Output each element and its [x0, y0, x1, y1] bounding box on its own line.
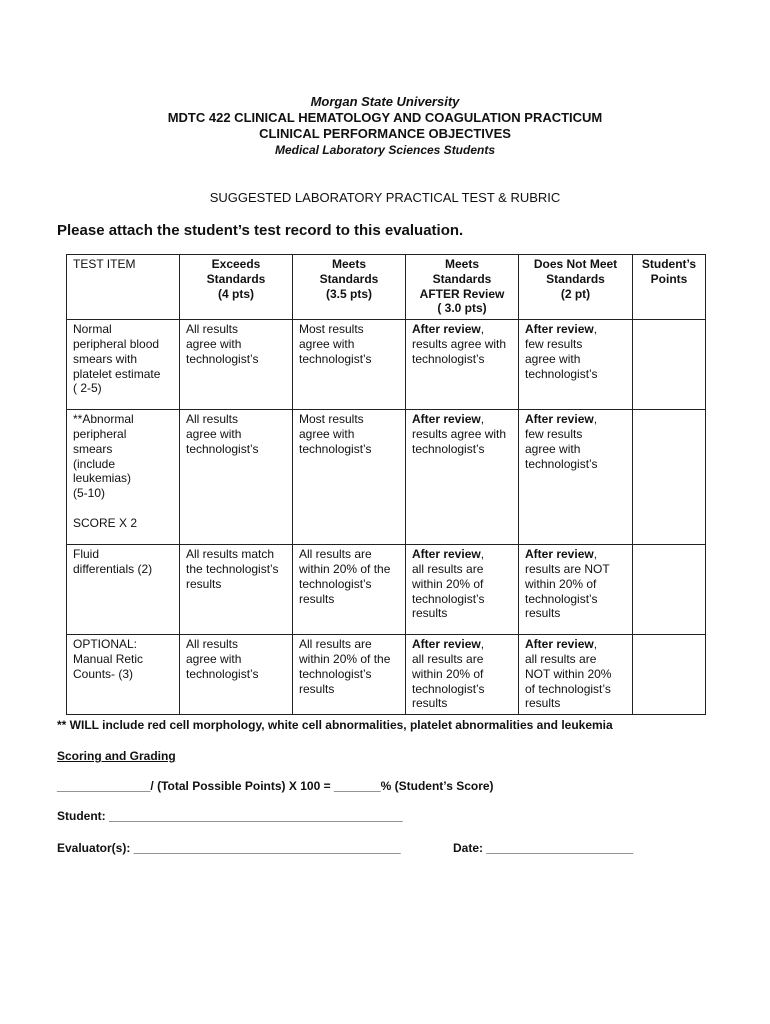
course-title: MDTC 422 CLINICAL HEMATOLOGY AND COAGULATION PRACTICUM: [167, 110, 603, 125]
test-item-cell: Fluid differentials (2): [67, 545, 180, 635]
student-signature-line[interactable]: Student: ____________________________________________: [57, 809, 403, 823]
footnote: ** WILL include red cell morphology, white cell abnormalities, platelet abnormalities and leukemia: [57, 718, 613, 732]
points-cell[interactable]: [633, 410, 706, 545]
university-name: Morgan State University: [310, 94, 460, 109]
meets-cell: All results are within 20% of the technologist’s results: [293, 635, 406, 715]
exceeds-cell: All results agree with technologist’s: [180, 635, 293, 715]
does-not-meet-cell: After review, few results agree with technologist’s: [519, 410, 633, 545]
col-header-does-not-meet: Does Not Meet Standards (2 pt): [519, 255, 633, 320]
exceeds-cell: All results match the technologist’s results: [180, 545, 293, 635]
does-not-meet-cell: After review, few results agree with technologist’s: [519, 320, 633, 410]
table-row: [67, 545, 706, 635]
table-row: [67, 635, 706, 715]
after-review-cell: After review, results agree with technologist’s: [406, 410, 519, 545]
rubric-heading: SUGGESTED LABORATORY PRACTICAL TEST & RUBRIC: [209, 190, 561, 205]
table-row: [67, 410, 706, 545]
points-cell[interactable]: [633, 545, 706, 635]
col-header-exceeds: Exceeds Standards (4 pts): [180, 255, 293, 320]
students-subtitle: Medical Laboratory Sciences Students: [274, 143, 496, 157]
after-review-cell: After review, results agree with technologist’s: [406, 320, 519, 410]
meets-cell: All results are within 20% of the technologist’s results: [293, 545, 406, 635]
does-not-meet-cell: After review, results are NOT within 20% of technologist’s results: [519, 545, 633, 635]
meets-cell: Most results agree with technologist’s: [293, 410, 406, 545]
col-header-students-points: Student’s Points: [633, 255, 706, 320]
objectives-title: CLINICAL PERFORMANCE OBJECTIVES: [259, 126, 511, 141]
exceeds-cell: All results agree with technologist’s: [180, 320, 293, 410]
points-cell[interactable]: [633, 320, 706, 410]
scoring-heading: Scoring and Grading: [57, 749, 176, 763]
exceeds-cell: All results agree with technologist’s: [180, 410, 293, 545]
after-review-cell: After review, all results are within 20% of technologist’s results: [406, 545, 519, 635]
table-row: [67, 320, 706, 410]
rubric-table: [66, 254, 706, 715]
date-line[interactable]: Date: ______________________: [453, 841, 634, 855]
attach-instruction: Please attach the student’s test record to this evaluation.: [57, 222, 464, 239]
col-header-test-item: TEST ITEM: [67, 255, 180, 320]
meets-cell: Most results agree with technologist’s: [293, 320, 406, 410]
col-header-meets: Meets Standards (3.5 pts): [293, 255, 406, 320]
test-item-cell: OPTIONAL: Manual Retic Counts- (3): [67, 635, 180, 715]
table-header-row: [67, 255, 706, 320]
col-header-meets-after-review: Meets Standards AFTER Review ( 3.0 pts): [406, 255, 519, 320]
test-item-cell: **Abnormal peripheral smears (include leukemias) (5-10) SCORE X 2: [67, 410, 180, 545]
after-review-cell: After review, all results are within 20% of technologist’s results: [406, 635, 519, 715]
score-formula-line[interactable]: ______________/ (Total Possible Points) X 100 = _______% (Student’s Score): [57, 779, 494, 793]
does-not-meet-cell: After review, all results are NOT within 20% of technologist’s results: [519, 635, 633, 715]
test-item-cell: Normal peripheral blood smears with platelet estimate ( 2-5): [67, 320, 180, 410]
points-cell[interactable]: [633, 635, 706, 715]
evaluator-signature-line[interactable]: Evaluator(s): ________________________________________: [57, 841, 401, 855]
